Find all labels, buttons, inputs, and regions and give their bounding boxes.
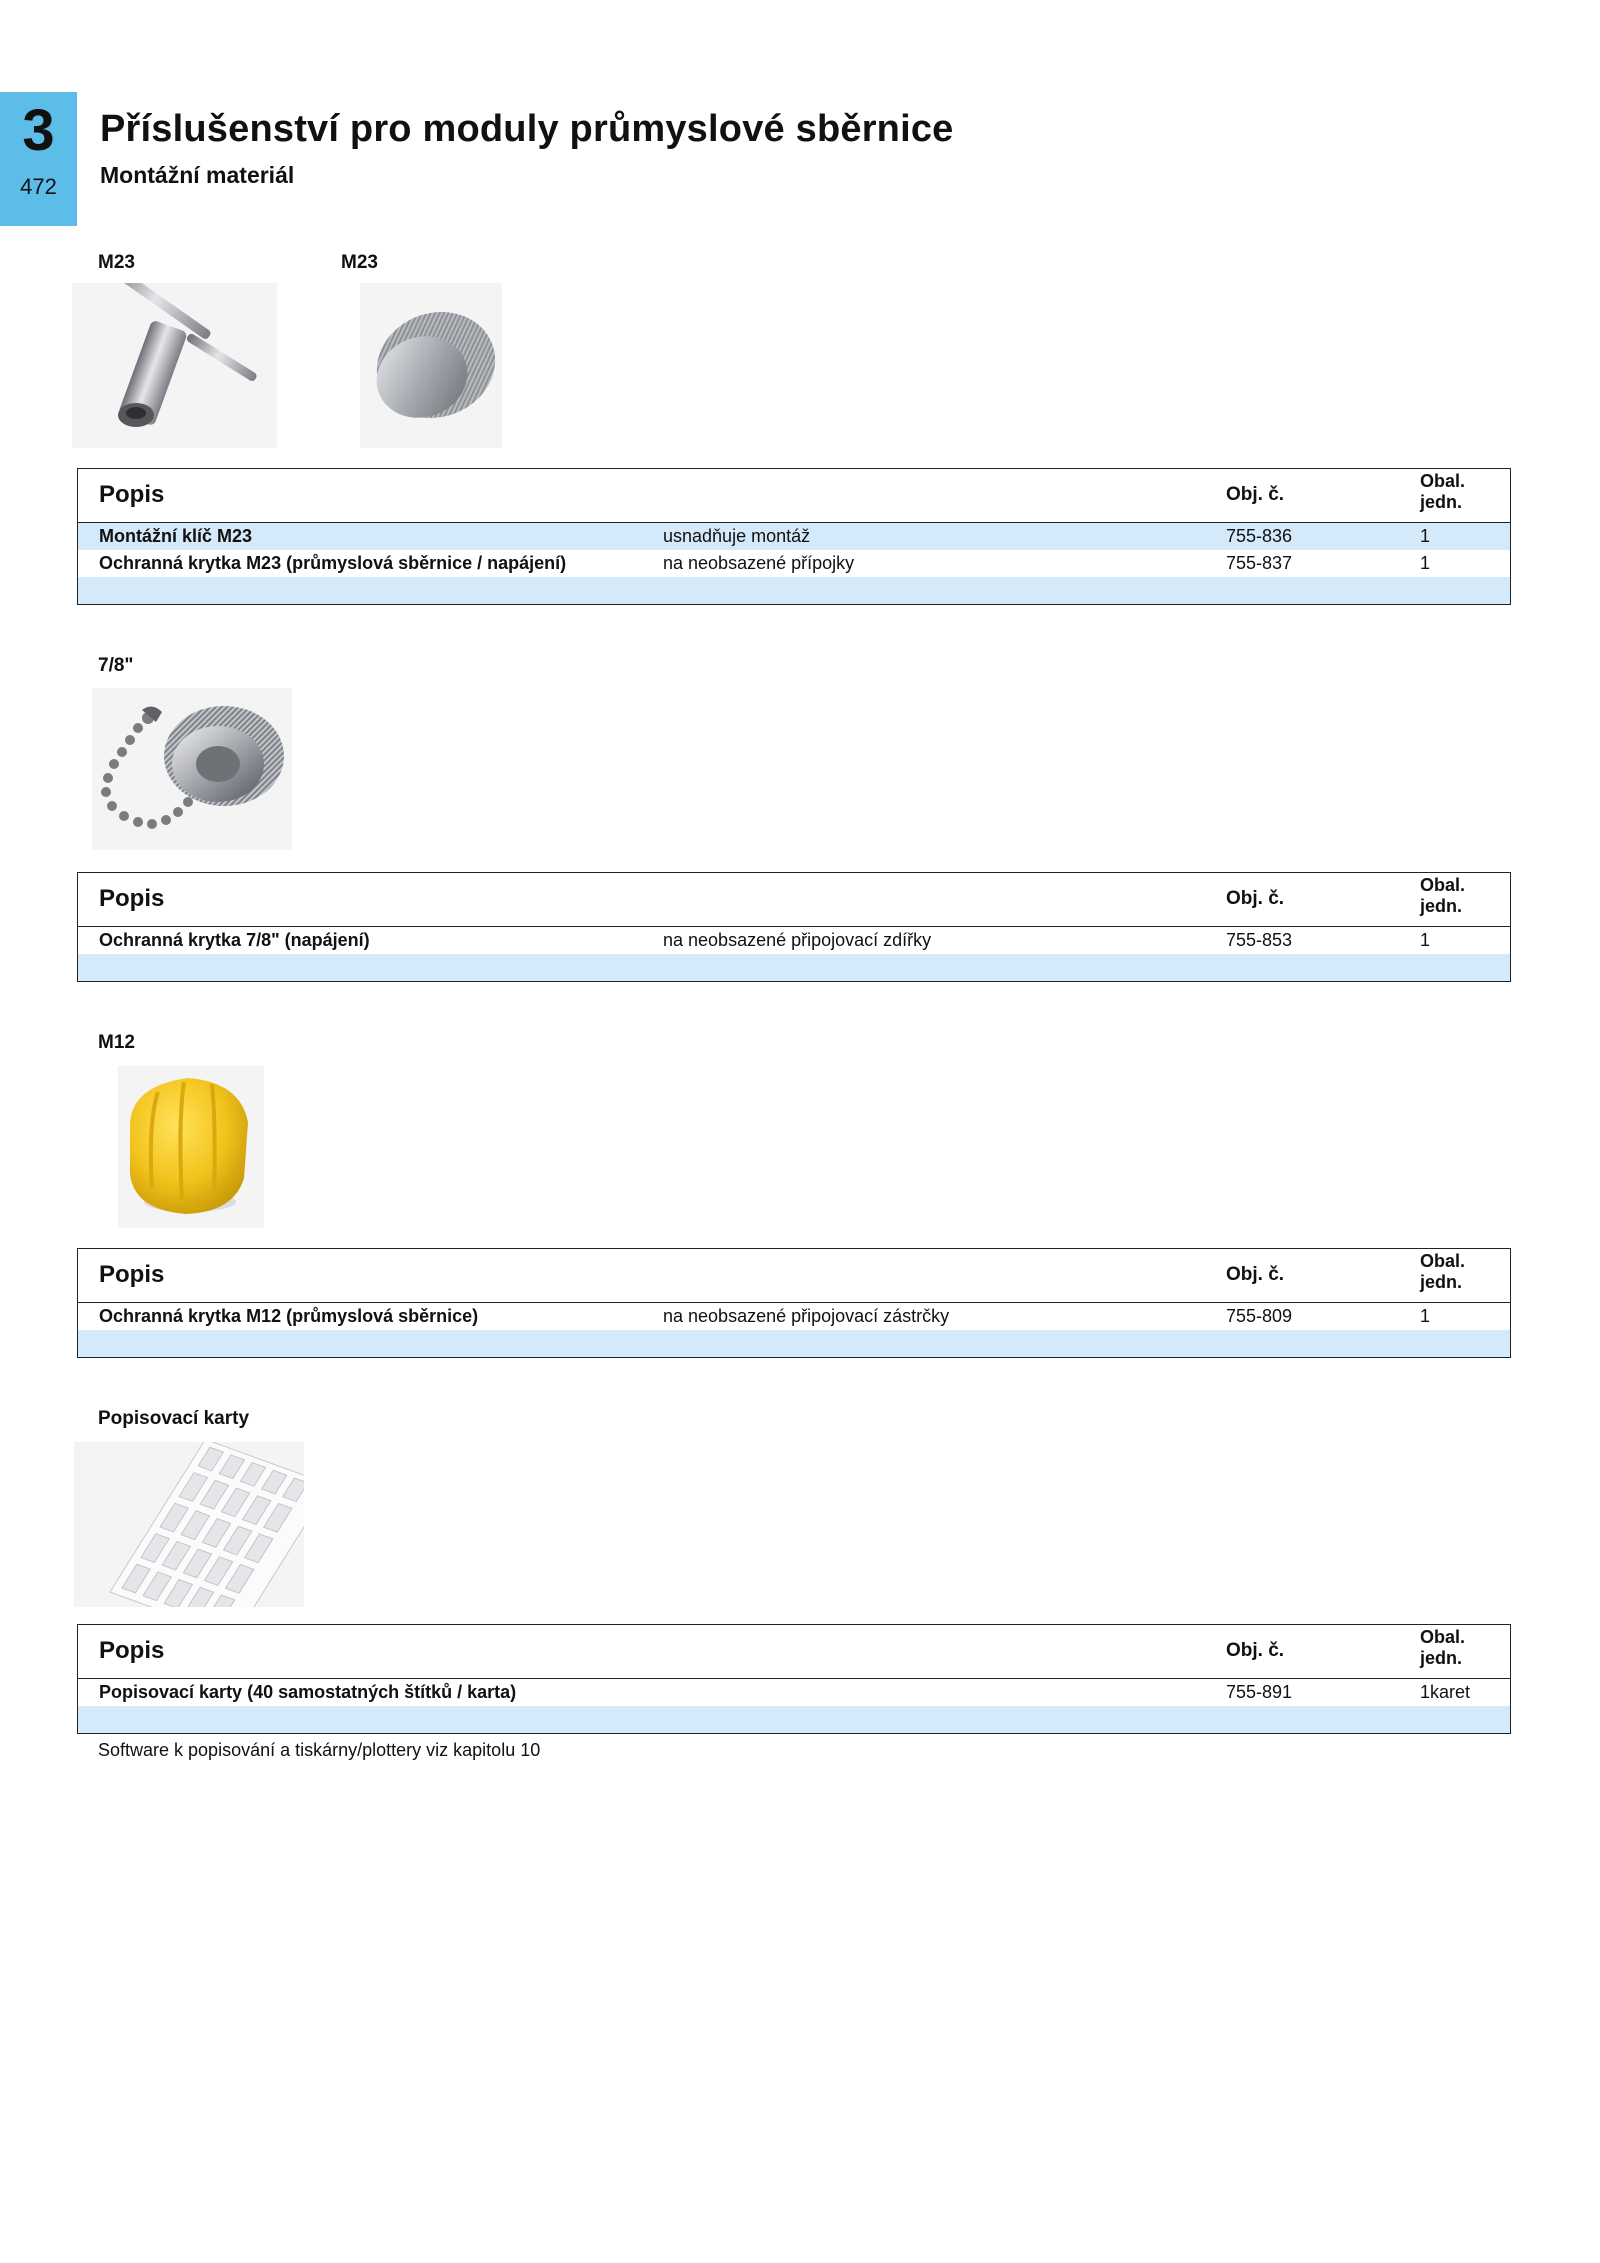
header-description: Popis	[99, 1637, 165, 1664]
table-header	[78, 469, 1510, 523]
header-pack-unit: Obal. jedn.	[1420, 1627, 1466, 1668]
header-pack-unit: Obal. jedn.	[1420, 1251, 1466, 1292]
pack-unit: 1	[1420, 526, 1431, 546]
section-label: M23	[341, 252, 378, 273]
pack-unit: 1	[1420, 930, 1431, 950]
marking-cards-image	[74, 1442, 304, 1607]
product-note: na neobsazené přípojky	[663, 553, 855, 573]
order-number: 755-891	[1226, 1682, 1293, 1702]
product-note: usnadňuje montáž	[663, 526, 811, 546]
table-header	[78, 873, 1510, 927]
product-name: Montážní klíč M23	[99, 526, 253, 546]
section-label: M23	[98, 252, 135, 273]
product-table	[77, 1624, 1511, 1734]
product-name: Popisovací karty (40 samostatných štítků / karta)	[99, 1682, 517, 1702]
header-pack-unit: Obal. jedn.	[1420, 875, 1466, 916]
section-label: M12	[98, 1032, 135, 1053]
table-row	[78, 523, 1510, 550]
protective-cap-m23-image	[360, 283, 502, 448]
page-title: Příslušenství pro moduly průmyslové sběrnice	[100, 108, 954, 150]
header-description: Popis	[99, 481, 165, 508]
header-pack-unit: Obal. jedn.	[1420, 471, 1466, 512]
header-description: Popis	[99, 1261, 165, 1288]
order-number: 755-837	[1226, 553, 1293, 573]
footnote: Software k popisování a tiskárny/plottery viz kapitolu 10	[98, 1740, 541, 1760]
order-number: 755-836	[1226, 526, 1293, 546]
product-name: Ochranná krytka M23 (průmyslová sběrnice / napájení)	[99, 553, 567, 573]
protective-cap-m12-image	[118, 1066, 264, 1228]
table-header	[78, 1625, 1510, 1679]
protective-cap-7-8-image	[92, 688, 292, 850]
header-order-no: Obj. č.	[1226, 1264, 1285, 1285]
pack-unit: 1karet	[1420, 1682, 1471, 1702]
table-row-empty	[78, 1706, 1510, 1733]
table-row-empty	[78, 1330, 1510, 1357]
table-row	[78, 927, 1510, 954]
order-number: 755-853	[1226, 930, 1293, 950]
table-row	[78, 1303, 1510, 1330]
pack-unit: 1	[1420, 1306, 1431, 1326]
product-name: Ochranná krytka M12 (průmyslová sběrnice)	[99, 1306, 479, 1326]
chapter-tab	[0, 92, 77, 226]
product-name: Ochranná krytka 7/8" (napájení)	[99, 930, 370, 950]
pack-unit: 1	[1420, 553, 1431, 573]
header-description: Popis	[99, 885, 165, 912]
section-label: 7/8"	[98, 655, 134, 676]
table-row-empty	[78, 577, 1510, 604]
header-order-no: Obj. č.	[1226, 888, 1285, 909]
header-order-no: Obj. č.	[1226, 1640, 1285, 1661]
table-row-empty	[78, 954, 1510, 981]
product-table	[77, 1248, 1511, 1358]
page-subtitle: Montážní materiál	[100, 162, 295, 188]
header-order-no: Obj. č.	[1226, 484, 1285, 505]
product-table	[77, 468, 1511, 605]
section-label: Popisovací karty	[98, 1408, 250, 1429]
order-number: 755-809	[1226, 1306, 1293, 1326]
chapter-number: 3	[22, 98, 55, 163]
product-note: na neobsazené připojovací zástrčky	[663, 1306, 950, 1326]
page-number: 472	[20, 174, 57, 199]
product-note: na neobsazené připojovací zdířky	[663, 930, 932, 950]
mounting-key-image	[72, 283, 277, 448]
table-row	[78, 550, 1510, 577]
table-header	[78, 1249, 1510, 1303]
table-row	[78, 1679, 1510, 1706]
product-table	[77, 872, 1511, 982]
